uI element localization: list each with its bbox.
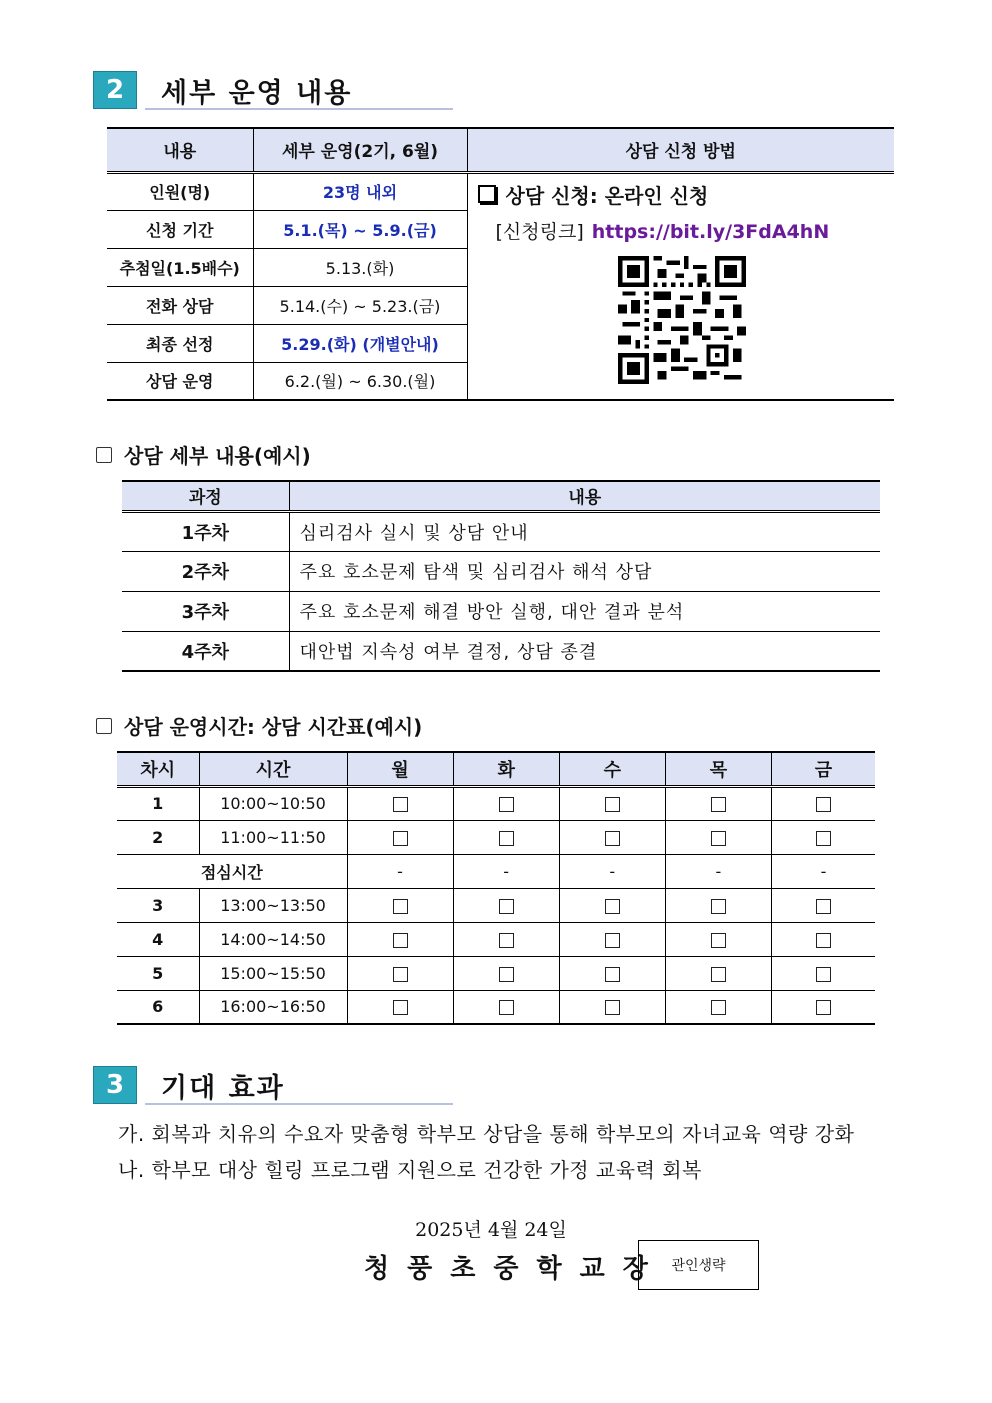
lunch-cell: 점심시간 [117, 854, 347, 888]
apply-link[interactable]: https://bit.ly/3FdA4hN [591, 220, 830, 243]
table-row [117, 786, 875, 820]
checkbox-icon [96, 447, 112, 463]
slot-checkbox[interactable] [605, 831, 620, 846]
table-row [122, 591, 880, 631]
week-cell: 3주차 [122, 591, 289, 631]
section-header [93, 1066, 285, 1104]
time-cell: 14:00~14:50 [199, 922, 347, 956]
content-cell: 심리검사 실시 및 상담 안내 [289, 511, 880, 551]
section-title: 기대 효과 [161, 1072, 285, 1104]
qr-code-icon[interactable] [618, 256, 746, 384]
section-number: 3 [93, 1066, 137, 1104]
table-row [122, 631, 880, 671]
dash-cell: - [771, 854, 875, 888]
slot-checkbox[interactable] [393, 933, 408, 948]
effect-item: 나. 학부모 대상 힐링 프로그램 지원으로 건강한 가정 교육력 회복 [118, 1158, 702, 1182]
week-cell: 1주차 [122, 511, 289, 551]
effects-list [118, 1116, 854, 1188]
document-date: 2025년 4월 24일 [415, 1219, 567, 1241]
row-label: 신청 기간 [107, 210, 253, 248]
time-cell: 16:00~16:50 [199, 990, 347, 1024]
apply-method-cell [467, 172, 894, 400]
period-cell: 4 [117, 922, 199, 956]
header-cell: 목 [665, 752, 771, 786]
dash-cell: - [347, 854, 453, 888]
header-cell: 화 [453, 752, 559, 786]
slot-checkbox[interactable] [711, 831, 726, 846]
row-value: 5.1.(목) ~ 5.9.(금) [253, 210, 467, 248]
slot-checkbox[interactable] [816, 797, 831, 812]
slot-checkbox[interactable] [499, 899, 514, 914]
slot-checkbox[interactable] [499, 933, 514, 948]
slot-checkbox[interactable] [605, 1000, 620, 1015]
row-value: 5.29.(화) (개별안내) [253, 324, 467, 362]
method-title-text: 상담 신청: 온라인 신청 [505, 183, 709, 208]
header-cell: 수 [559, 752, 665, 786]
period-cell: 5 [117, 956, 199, 990]
row-value: 6.2.(월) ~ 6.30.(월) [253, 362, 467, 400]
slot-checkbox[interactable] [711, 899, 726, 914]
time-cell: 10:00~10:50 [199, 786, 347, 820]
content-cell: 주요 호소문제 해결 방안 실행, 대안 결과 분석 [289, 591, 880, 631]
dash-cell: - [559, 854, 665, 888]
dash-cell: - [453, 854, 559, 888]
slot-checkbox[interactable] [816, 899, 831, 914]
slot-checkbox[interactable] [499, 831, 514, 846]
table-row [117, 922, 875, 956]
row-label: 상담 운영 [107, 362, 253, 400]
table-row [117, 956, 875, 990]
section-number: 2 [93, 71, 137, 109]
row-label: 전화 상담 [107, 286, 253, 324]
checkbox-icon [478, 185, 496, 203]
row-value: 5.13.(화) [253, 248, 467, 286]
slot-checkbox[interactable] [605, 797, 620, 812]
slot-checkbox[interactable] [711, 797, 726, 812]
section-header [93, 71, 352, 109]
slot-checkbox[interactable] [499, 967, 514, 982]
header-cell: 상담 신청 방법 [467, 128, 894, 172]
table-row [122, 551, 880, 591]
dash-cell: - [665, 854, 771, 888]
row-value: 23명 내외 [253, 172, 467, 210]
seal-box: 관인생략 [638, 1240, 759, 1290]
slot-checkbox[interactable] [816, 933, 831, 948]
table-row [117, 990, 875, 1024]
header-cell: 과정 [122, 481, 289, 511]
slot-checkbox[interactable] [605, 933, 620, 948]
content-cell: 주요 호소문제 탐색 및 심리검사 해석 상담 [289, 551, 880, 591]
subsection-title [96, 711, 422, 740]
row-label: 인원(명) [107, 172, 253, 210]
slot-checkbox[interactable] [393, 831, 408, 846]
schedule-table [117, 751, 875, 1025]
header-cell: 금 [771, 752, 875, 786]
school-signature: 청풍초중학교장 [364, 1254, 666, 1284]
slot-checkbox[interactable] [499, 797, 514, 812]
slot-checkbox[interactable] [816, 967, 831, 982]
lunch-row [117, 854, 875, 888]
section-title: 세부 운영 내용 [161, 77, 353, 109]
header-cell: 월 [347, 752, 453, 786]
section-underline [145, 108, 453, 110]
period-cell: 3 [117, 888, 199, 922]
slot-checkbox[interactable] [393, 967, 408, 982]
slot-checkbox[interactable] [711, 967, 726, 982]
link-label: [신청링크] [495, 220, 584, 243]
slot-checkbox[interactable] [816, 831, 831, 846]
table-row [117, 820, 875, 854]
checkbox-icon [96, 718, 112, 734]
header-cell: 차시 [117, 752, 199, 786]
slot-checkbox[interactable] [605, 967, 620, 982]
operation-table [107, 127, 894, 401]
time-cell: 11:00~11:50 [199, 820, 347, 854]
apply-link-line [496, 217, 895, 244]
subsection-text: 상담 세부 내용(예시) [124, 444, 311, 468]
header-cell: 세부 운영(2기, 6월) [253, 128, 467, 172]
period-cell: 6 [117, 990, 199, 1024]
table-row [117, 888, 875, 922]
slot-checkbox[interactable] [711, 1000, 726, 1015]
header-cell: 내용 [289, 481, 880, 511]
slot-checkbox[interactable] [393, 899, 408, 914]
effect-item: 가. 회복과 치유의 수요자 맞춤형 학부모 상담을 통해 학부모의 자녀교육 역량 강화 [118, 1122, 855, 1146]
time-cell: 13:00~13:50 [199, 888, 347, 922]
subsection-text: 상담 운영시간: 상담 시간표(예시) [124, 715, 423, 739]
row-value: 5.14.(수) ~ 5.23.(금) [253, 286, 467, 324]
row-label: 최종 선정 [107, 324, 253, 362]
method-title [478, 180, 895, 209]
slot-checkbox[interactable] [499, 1000, 514, 1015]
slot-checkbox[interactable] [711, 933, 726, 948]
table-row [122, 511, 880, 551]
content-cell: 대안법 지속성 여부 결정, 상담 종결 [289, 631, 880, 671]
slot-checkbox[interactable] [393, 797, 408, 812]
period-cell: 2 [117, 820, 199, 854]
header-cell: 내용 [107, 128, 253, 172]
section-underline [145, 1103, 453, 1105]
subsection-title [96, 440, 311, 469]
slot-checkbox[interactable] [816, 1000, 831, 1015]
time-cell: 15:00~15:50 [199, 956, 347, 990]
header-cell: 시간 [199, 752, 347, 786]
week-cell: 2주차 [122, 551, 289, 591]
period-cell: 1 [117, 786, 199, 820]
counseling-detail-table [122, 480, 880, 672]
slot-checkbox[interactable] [605, 899, 620, 914]
week-cell: 4주차 [122, 631, 289, 671]
slot-checkbox[interactable] [393, 1000, 408, 1015]
row-label: 추첨일(1.5배수) [107, 248, 253, 286]
